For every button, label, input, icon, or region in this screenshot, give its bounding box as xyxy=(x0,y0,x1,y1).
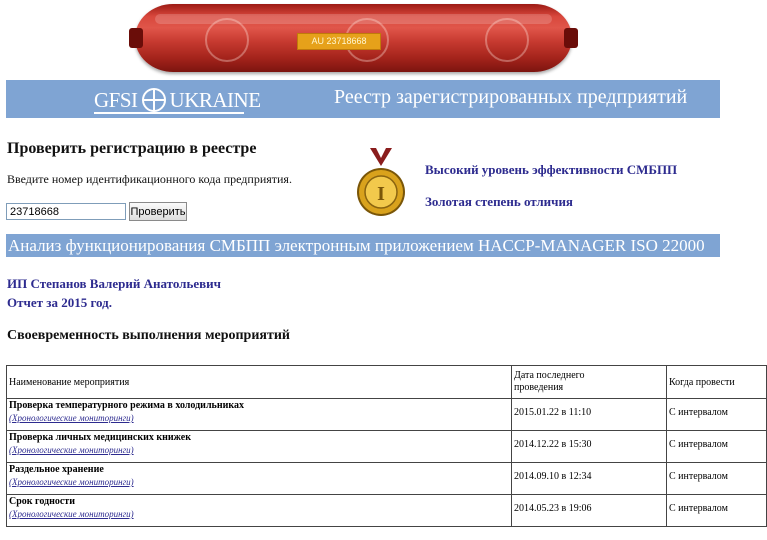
check-registration-heading: Проверить регистрацию в реестре xyxy=(7,140,257,157)
when-cell xyxy=(667,399,767,431)
organization-name: ИП Степанов Валерий Анатольевич xyxy=(7,276,221,291)
logo-text-left: GFSI xyxy=(94,87,138,112)
check-button[interactable]: Проверить xyxy=(129,202,187,221)
table-row xyxy=(7,463,767,495)
date-cell xyxy=(512,399,667,431)
event-cell xyxy=(7,495,512,527)
when-cell xyxy=(667,463,767,495)
when-value: С интервалом xyxy=(669,439,728,450)
events-table-container xyxy=(6,365,735,540)
chronological-monitoring-link[interactable]: (Хронологические мониторинги) xyxy=(9,445,134,455)
last-date: 2014.05.23 в 19:06 xyxy=(514,503,592,514)
last-date: 2015.01.22 в 11:10 xyxy=(514,407,592,418)
logo-text-right: UKRAINE xyxy=(169,87,261,112)
company-code-input[interactable] xyxy=(6,203,126,220)
events-table xyxy=(6,365,767,527)
chronological-monitoring-link[interactable]: (Хронологические мониторинги) xyxy=(9,477,134,487)
date-cell xyxy=(512,495,667,527)
page-title: Реестр зарегистрированных предприятий xyxy=(334,86,688,108)
product-banner xyxy=(0,0,720,78)
chronological-monitoring-link[interactable]: (Хронологические мониторинги) xyxy=(9,413,134,423)
event-name: Проверка температурного режима в холодильниках xyxy=(9,400,244,411)
event-cell xyxy=(7,399,512,431)
timeliness-heading: Своевременность выполнения мероприятий xyxy=(7,328,290,343)
last-date: 2014.12.22 в 15:30 xyxy=(514,439,592,450)
table-header-row xyxy=(7,366,767,399)
date-cell xyxy=(512,463,667,495)
gold-medal-icon xyxy=(356,148,406,218)
medal-numeral: I xyxy=(377,183,385,205)
gfsi-ukraine-logo[interactable] xyxy=(94,87,261,113)
column-header-name: Наименование мероприятия xyxy=(7,366,512,399)
when-cell xyxy=(667,431,767,463)
date-cell xyxy=(512,431,667,463)
analysis-title: Анализ функционирования СМБПП электронным приложением HACCP-MANAGER ISO 22000 xyxy=(8,236,705,255)
logo-underline xyxy=(94,112,244,114)
table-row xyxy=(7,431,767,463)
table-row xyxy=(7,399,767,431)
when-cell xyxy=(667,495,767,527)
distinction-degree: Золотая степень отличия xyxy=(425,194,573,209)
report-period: Отчет за 2015 год. xyxy=(7,295,112,310)
event-cell xyxy=(7,463,512,495)
event-name: Проверка личных медицинских книжек xyxy=(9,432,191,443)
when-value: С интервалом xyxy=(669,471,728,482)
column-header-date: Дата последнего проведения xyxy=(512,366,667,399)
product-code-label: AU 23718668 xyxy=(297,33,381,50)
check-instruction: Введите номер идентификационного кода предприятия. xyxy=(7,172,292,186)
last-date: 2014.09.10 в 12:34 xyxy=(514,471,592,482)
event-name: Срок годности xyxy=(9,496,75,507)
chronological-monitoring-link[interactable]: (Хронологические мониторинги) xyxy=(9,509,134,519)
event-name: Раздельное хранение xyxy=(9,464,104,475)
event-cell xyxy=(7,431,512,463)
globe-icon xyxy=(142,88,166,112)
when-value: С интервалом xyxy=(669,503,728,514)
efficiency-level: Высокий уровень эффективности СМБПП xyxy=(425,162,678,177)
when-value: С интервалом xyxy=(669,407,728,418)
column-header-when: Когда провести xyxy=(667,366,767,399)
table-row xyxy=(7,495,767,527)
